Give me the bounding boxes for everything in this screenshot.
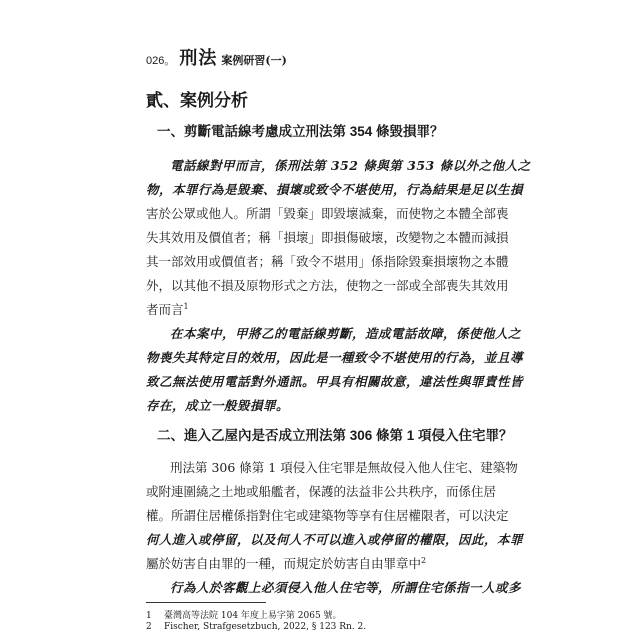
footnote-1: 1 臺灣高等法院 104 年度上易字第 2065 號。 <box>146 611 342 621</box>
para1-line: 失其效用及價值者；稱「損壞」即損傷破壞，改變物之本體而減損 <box>146 230 509 245</box>
section-title: 貳、案例分析 <box>146 91 248 111</box>
para2-line: 存在，成立一般毀損罪。 <box>146 398 290 413</box>
footnote-2: 2 Fischer, Strafgesetzbuch, 2022, § 123 Rn. 2. <box>146 622 367 632</box>
para2-line: 致乙無法使用電話對外通訊。甲具有相關故意，違法性與罪責性皆 <box>146 374 524 389</box>
para1-line: 外，以其他不損及原物形式之方法，使物之一部或全部喪失其效用 <box>146 278 509 293</box>
para1-line-end: 者而言$^1$ <box>146 301 189 317</box>
para2-line: 物喪失其特定目的效用，因此是一種致令不堪使用的行為，並且導 <box>146 350 524 365</box>
page-number: 026。 <box>146 55 176 67</box>
para1-line: 電話線對甲而言，係刑法第 352 條與第 353 條以外之他人之 <box>170 158 531 173</box>
para3-line: 刑法第 306 條第 1 項侵入住宅罪是無故侵入他人住宅、建築物 <box>170 460 518 475</box>
header-title: 刑法 <box>179 48 218 69</box>
question-1-heading: 一、剪斷電話線考慮成立刑法第 354 條毀損罪？ <box>157 124 444 139</box>
para2-line: 在本案中，甲將乙的電話線剪斷，造成電話故障，係使他人之 <box>170 326 522 341</box>
para3-line: 何人進入或停留，以及何人不可以進入或停留的權限，因此，本罪 <box>146 532 524 547</box>
para1-line: 物，本罪行為是毀棄、損壞或致令不堪使用，行為結果是足以生損 <box>146 182 524 197</box>
para1-line: 其一部效用或價值者；稱「致令不堪用」係指除毀棄損壞物之本體 <box>146 254 509 269</box>
para3-line: 權。所謂住居權係指對住宅或建築物等享有住居權限者，可以決定 <box>146 508 509 523</box>
footnote-ref-1: 1 <box>183 301 189 311</box>
header-subtitle: 案例研習(一) <box>221 54 287 67</box>
para3-line-end: 屬於妨害自由罪的一種，而規定於妨害自由罪章中$^2$ <box>146 554 494 572</box>
para1-line: 害於公眾或他人。所謂「毀棄」即毀壞滅棄，而使物之本體全部喪 <box>146 206 509 221</box>
question-2-heading: 二、進入乙屋內是否成立刑法第 306 條第 1 項侵入住宅罪？ <box>157 428 513 443</box>
para4-line: 行為人於客觀上必須侵入他人住宅等，所謂住宅係指一人或多 <box>170 580 522 595</box>
para3-line: 或附連圍繞之土地或船艦者，保護的法益非公共秩序，而係住居 <box>146 484 497 499</box>
footnote-divider <box>146 602 266 603</box>
footnote-ref-2: 2 <box>421 555 427 565</box>
running-header <box>146 44 287 69</box>
